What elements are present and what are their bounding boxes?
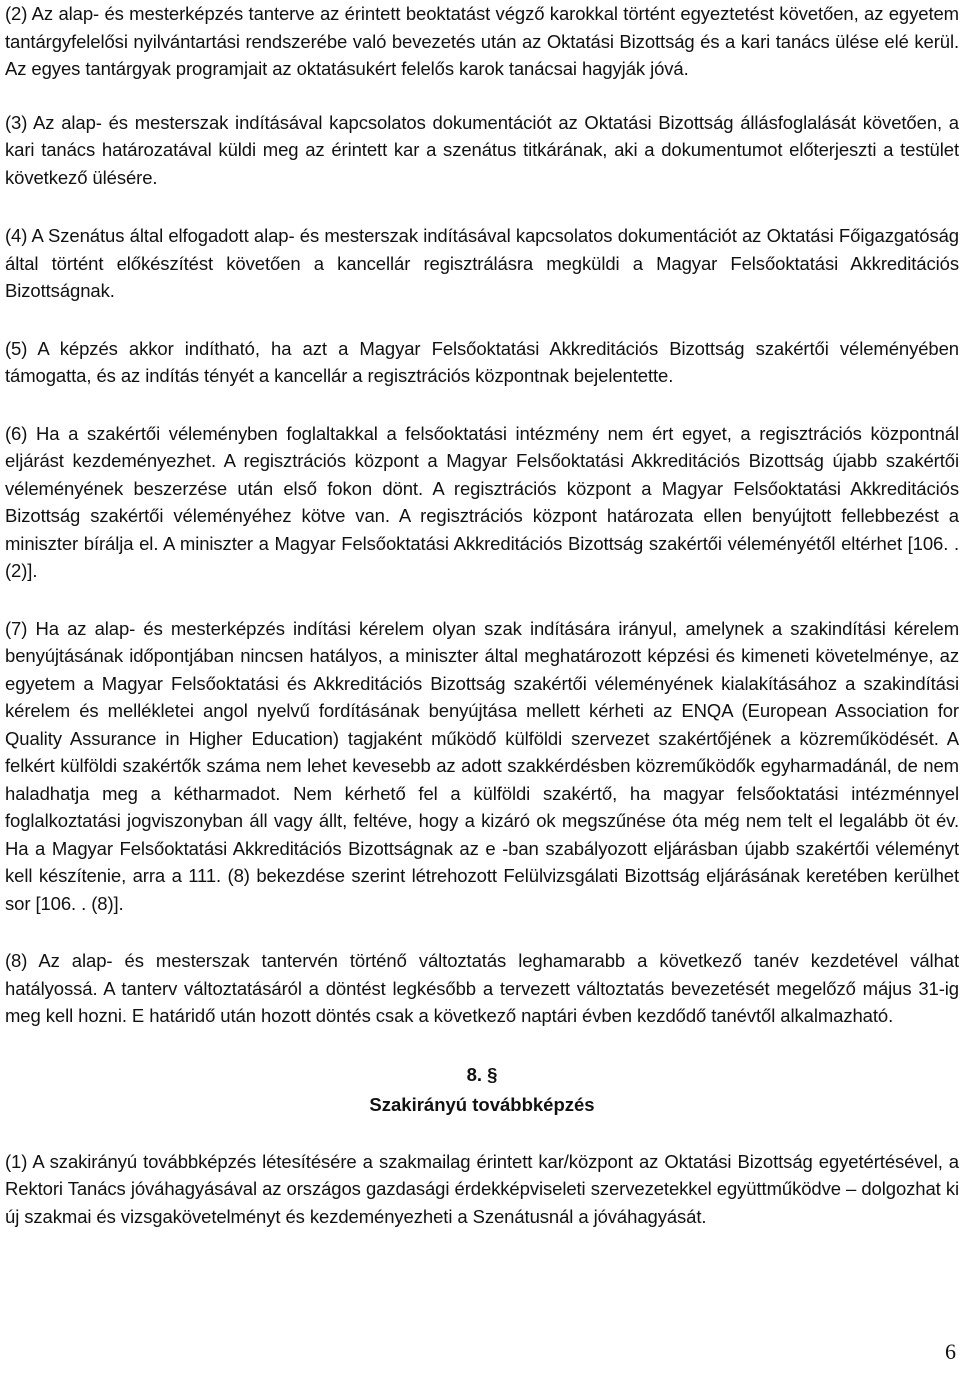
document-page (5, 0, 959, 1230)
section-paragraph-1: (1) A szakirányú továbbképzés létesítésére a szakmailag érintett kar/központ az Oktatási Bizottság egyetértésével, a Rektori Tanács jóváhagyásával az országos gazdasági érdekképviseleti szervezetekkel együttműködve – dolgozhat ki új szakmai és vizsgakövetelményt és kezdeményezheti a Szenátusnál a jóváhagyását. (5, 1150, 959, 1227)
paragraph-3: (3) Az alap- és mesterszak indításával kapcsolatos dokumentációt az Oktatási Bizottság állásfoglalását követően, a kari tanács határozatával küldi meg az érintett kar a szenátus titkárának, aki a dokumentumot előterjeszti a testület következő ülésére. (5, 111, 959, 188)
paragraph-5: (5) A képzés akkor indítható, ha azt a Magyar Felsőoktatási Akkreditációs Bizottság szakértői véleményében támogatta, és az indítás tényét a kancellár a regisztrációs központnak bejelentette. (5, 337, 959, 386)
paragraph-2: (2) Az alap- és mesterképzés tanterve az érintett beoktatást végző karokkal történt egyeztetést követően, az egyetem tantárgyfelelősi nyilvántartási rendszerébe való bevezetés után az Oktatási Bizottság és a kari tanács ülése elé kerül. Az egyes tantárgyak programjait az oktatásukért felelős karok tanácsai hagyják jóvá. (5, 3, 959, 79)
section-title: Szakirányú továbbképzés (369, 1093, 595, 1115)
paragraph-8: (8) Az alap- és mesterszak tantervén történő változtatás leghamarabb a következő tanév kezdetével válhat hatályossá. A tanterv változtatásáról a döntést legkésőbb a tervezett változtatás bevezetését megelőző május 31-ig meg kell hozni. E határidő után hozott döntés csak a következő naptári évben kezdődő tanévtől alkalmazható. (5, 950, 959, 1026)
section-number: 8. § (466, 1063, 498, 1085)
paragraph-4: (4) A Szenátus által elfogadott alap- és mesterszak indításával kapcsolatos dokumentációt az Oktatási Főigazgatóság által történt előkészítést követően a kancellár regisztrálásra megküldi a Magyar Felsőoktatási Akkreditációs Bizottságnak. (5, 225, 959, 301)
paragraph-6: (6) Ha a szakértői véleményben foglaltakkal a felsőoktatási intézmény nem ért egyet, a regisztrációs központnál eljárást kezdeményezhet. A regisztrációs központ a Magyar Felsőoktatási Akkreditációs Bizottság újabb szakértői véleményének beszerzése után első fokon dönt. A regisztrációs központ a Magyar Felsőoktatási Akkreditációs Bizottság szakértői véleményéhez kötve van. A regisztrációs központ határozata ellen benyújtott fellebbezést a miniszter bírálja el. A miniszter a Magyar Felsőoktatási Akkreditációs Bizottság szakértői véleményétől eltérhet [106. . (2)]. (5, 422, 959, 581)
paragraph-7: (7) Ha az alap- és mesterképzés indítási kérelem olyan szak indítására irányul, amelynek a szakindítási kérelem benyújtásának időpontjában nincsen hatályos, a miniszter által meghatározott képzési és kimeneti követelménye, az egyetem a Magyar Felsőoktatási és Akkreditációs Bizottság szakértői véleményének kialakításához a szakindítási kérelem és mellékletei angol nyelvű fordításának benyújtása mellett kérheti az ENQA (European Association for Quality Assurance in Higher Education) tagjaként működő külföldi szervezet szakértőjének a közreműködését. A felkért külföldi szakértők száma nem lehet kevesebb az adott szakkérdésben közreműködők egyharmadánál, de nem haladhatja meg a kétharmadot. Nem kérhető fel a külföldi szakértő, ha magyar felsőoktatási intézménnyel foglalkoztatási jogviszonyban áll vagy állt, feltéve, hogy a kizáró ok megszűnése óta még nem telt el legalább öt év. Ha a Magyar Felsőoktatási Akkreditációs Bizottságnak az e -ban szabályozott eljárásban újabb szakértői véleményt kell készítenie, arra a 111. (8) bekezdése szerint létrehozott Felülvizsgálati Bizottság eljárásának keretében kerülhet sor [106. . (8)]. (5, 617, 959, 914)
page-number: 6 (945, 1339, 956, 1364)
